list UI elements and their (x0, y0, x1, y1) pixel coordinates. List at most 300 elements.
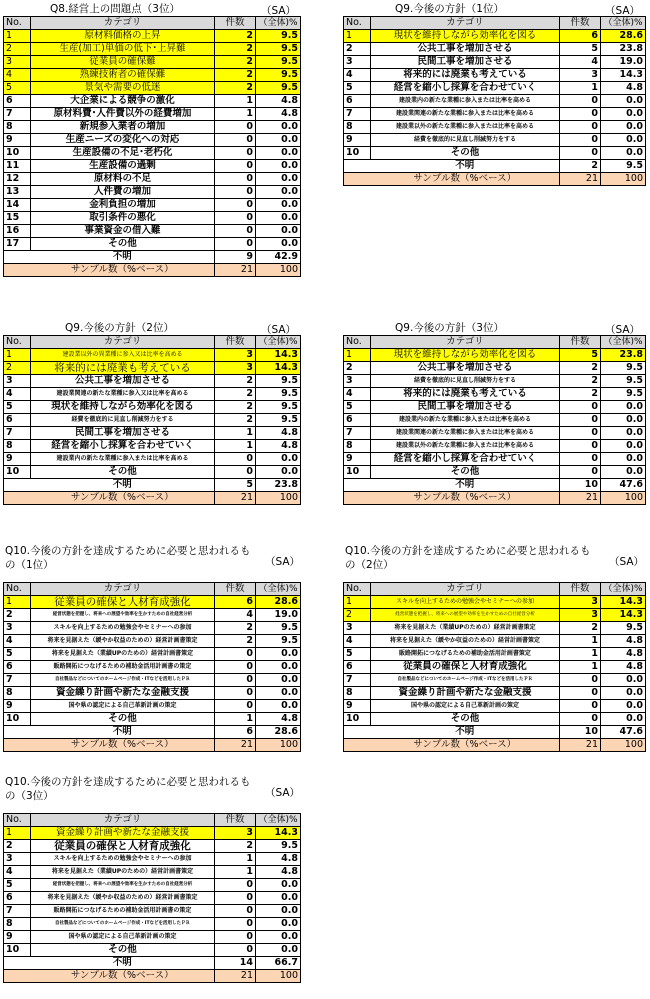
table-row (4, 349, 301, 362)
row-no: 4 (4, 388, 31, 401)
row-category: 取引条件の悪化 (31, 212, 215, 225)
row-no: 10 (344, 713, 371, 726)
row-category: 現状を維持しながら効率化を図る (371, 349, 560, 362)
row-category: その他 (31, 944, 215, 957)
table-row (344, 147, 646, 160)
row-category: 販路開拓につなげるための補助金活用計画書の策定 (31, 905, 215, 918)
row-count: 0 (215, 225, 256, 238)
header-no: No. (4, 814, 31, 827)
sa-label: （SA） (605, 5, 641, 17)
row-count: 0 (215, 931, 256, 944)
table-row (4, 95, 301, 108)
row-category: 熟練技術者の確保難 (31, 69, 215, 82)
row-category: 販路開拓につなげるための補助金活用計画書策定 (371, 648, 560, 661)
header-row (4, 583, 301, 596)
table-row (4, 918, 301, 931)
unknown-row (4, 479, 301, 492)
row-count: 21 (215, 264, 256, 277)
header-count: 件数 (215, 17, 256, 30)
row-percent: 0.0 (256, 225, 301, 238)
header-category: カテゴリ (31, 814, 215, 827)
row-percent: 0.0 (601, 108, 646, 121)
row-count: 2 (215, 69, 256, 82)
table-title: Q9.今後の方針（1位） (395, 3, 504, 15)
row-category: 原材料費･人件費以外の経費増加 (31, 108, 215, 121)
row-count: 0 (560, 108, 601, 121)
header-percent: （全体)% (256, 814, 301, 827)
row-percent: 0.0 (601, 440, 646, 453)
row-count: 1 (215, 853, 256, 866)
row-no: 6 (4, 95, 31, 108)
row-count: 3 (560, 609, 601, 622)
row-percent: 0.0 (256, 661, 301, 674)
row-percent: 4.8 (256, 866, 301, 879)
row-count: 0 (215, 134, 256, 147)
row-category: 経費を徹底的に見直し削減努力をする (371, 134, 560, 147)
row-category: 自社製品などについてのホームページ作成・ITなどを活用したＰＲ (31, 918, 215, 931)
row-count: 21 (215, 970, 256, 983)
header-percent: （全体)% (601, 336, 646, 349)
row-category: サンプル数（%ベース） (371, 492, 560, 505)
table-row (344, 700, 646, 713)
row-percent: 23.8 (601, 349, 646, 362)
data-table (343, 582, 646, 752)
sample-row (344, 739, 646, 752)
row-count: 0 (560, 401, 601, 414)
table-title: Q8.経営上の問題点（3位） (50, 3, 180, 15)
row-no: 2 (4, 43, 31, 56)
row-no: 3 (4, 853, 31, 866)
row-count: 2 (215, 375, 256, 388)
header-category: カテゴリ (31, 583, 215, 596)
row-percent: 19.0 (601, 56, 646, 69)
row-no: 2 (4, 609, 31, 622)
row-category: 不明 (31, 479, 215, 492)
row-category: 従業員の確保と人材育成強化 (371, 661, 560, 674)
row-count: 0 (215, 147, 256, 160)
table-title: Q10.今後の方針を達成するために必要と思われるもの（3位） (5, 776, 251, 802)
row-no (344, 739, 371, 752)
row-no: 4 (4, 866, 31, 879)
table-row (344, 713, 646, 726)
row-no: 2 (4, 840, 31, 853)
row-no: 6 (4, 661, 31, 674)
table-row (344, 349, 646, 362)
row-count: 2 (215, 56, 256, 69)
table-row (4, 905, 301, 918)
header-category: カテゴリ (371, 583, 560, 596)
table-row (4, 238, 301, 251)
row-count: 21 (215, 492, 256, 505)
table-row (4, 69, 301, 82)
row-category: 経営を縮小し採算を合わせていく (371, 82, 560, 95)
sa-label: （SA） (261, 5, 297, 17)
row-count: 0 (215, 661, 256, 674)
row-percent: 0.0 (256, 134, 301, 147)
row-count: 0 (215, 160, 256, 173)
row-no: 9 (4, 700, 31, 713)
row-count: 1 (215, 95, 256, 108)
row-count: 1 (560, 635, 601, 648)
row-category: 資金繰り計画や新たな金融支援 (371, 687, 560, 700)
sa-label: （SA） (261, 324, 297, 336)
row-no: 1 (4, 30, 31, 43)
row-percent: 14.3 (256, 362, 301, 375)
row-no: 13 (4, 186, 31, 199)
unknown-row (4, 726, 301, 739)
header-category: カテゴリ (371, 17, 560, 30)
data-table (3, 813, 301, 983)
row-no: 10 (4, 944, 31, 957)
row-category: 公共工事を増加させる (371, 362, 560, 375)
row-category: 自社製品などについてのホームページ作成・ITなどを活用したＰＲ (31, 674, 215, 687)
row-count: 0 (215, 466, 256, 479)
row-percent: 28.6 (256, 726, 301, 739)
table-row (344, 466, 646, 479)
row-percent: 4.8 (601, 82, 646, 95)
sample-row (344, 492, 646, 505)
row-category: 新規参入業者の増加 (31, 121, 215, 134)
row-count: 6 (560, 30, 601, 43)
row-category: 建設業関連の新たな業種に参入または比率を高める (371, 108, 560, 121)
row-category: 現状を維持しながら効率化を図る (371, 30, 560, 43)
row-category: 公共工事を増加させる (371, 43, 560, 56)
header-category: カテゴリ (371, 336, 560, 349)
row-percent: 42.9 (256, 251, 301, 264)
row-no: 5 (344, 82, 371, 95)
header-category: カテゴリ (31, 17, 215, 30)
table-row (4, 108, 301, 121)
table-row (4, 121, 301, 134)
row-no: 4 (4, 69, 31, 82)
row-count: 2 (560, 362, 601, 375)
row-no (4, 264, 31, 277)
row-count: 0 (215, 879, 256, 892)
table-row (344, 82, 646, 95)
row-percent: 23.8 (601, 43, 646, 56)
row-count: 0 (560, 466, 601, 479)
row-percent: 0.0 (601, 147, 646, 160)
row-percent: 0.0 (601, 95, 646, 108)
row-percent: 9.5 (256, 622, 301, 635)
row-percent: 66.7 (256, 957, 301, 970)
row-no: 8 (344, 687, 371, 700)
table-row (4, 225, 301, 238)
row-percent: 0.0 (601, 134, 646, 147)
row-count: 2 (215, 635, 256, 648)
table-title: Q10.今後の方針を達成するために必要と思われるもの（1位） (5, 545, 251, 571)
header-no: No. (4, 583, 31, 596)
row-no: 11 (4, 160, 31, 173)
row-no: 12 (4, 173, 31, 186)
row-category: 現状を維持しながら効率化を図る (31, 401, 215, 414)
sample-row (4, 739, 301, 752)
table-row (344, 43, 646, 56)
row-count: 21 (215, 739, 256, 752)
row-count: 0 (560, 687, 601, 700)
row-percent: 19.0 (256, 609, 301, 622)
row-category: 国や県の認定による自己革新計画の策定 (31, 700, 215, 713)
row-percent: 9.5 (256, 43, 301, 56)
table-row (344, 596, 646, 609)
row-category: その他 (371, 713, 560, 726)
row-percent: 0.0 (256, 648, 301, 661)
row-percent: 0.0 (256, 674, 301, 687)
row-category: 原材料価格の上昇 (31, 30, 215, 43)
row-no: 10 (344, 147, 371, 160)
row-percent: 100 (256, 492, 301, 505)
row-no: 6 (344, 95, 371, 108)
row-no: 3 (4, 622, 31, 635)
row-no: 2 (4, 362, 31, 375)
row-no: 8 (344, 121, 371, 134)
row-percent: 0.0 (256, 687, 301, 700)
row-percent: 28.6 (256, 596, 301, 609)
table-row (4, 827, 301, 840)
row-category: 販路開拓につなげるための補助金活用計画書の策定 (31, 661, 215, 674)
unknown-row (344, 160, 646, 173)
table-row (344, 69, 646, 82)
row-no: 10 (344, 466, 371, 479)
row-no (4, 970, 31, 983)
row-category: 不明 (31, 251, 215, 264)
row-percent: 0.0 (256, 173, 301, 186)
table-q8 (3, 3, 303, 303)
table-title: Q10.今後の方針を達成するために必要と思われるもの（2位） (345, 545, 591, 571)
table-row (4, 931, 301, 944)
row-percent: 14.3 (256, 349, 301, 362)
table-row (4, 388, 301, 401)
row-no: 3 (344, 622, 371, 635)
row-no: 2 (344, 43, 371, 56)
row-no: 7 (344, 427, 371, 440)
row-category: 建設業関連の新たな業種に参入又は比率を高める (31, 388, 215, 401)
row-count: 1 (215, 866, 256, 879)
row-count: 1 (560, 661, 601, 674)
row-count: 0 (215, 944, 256, 957)
header-count: 件数 (215, 336, 256, 349)
table-row (4, 134, 301, 147)
row-category: 経費を徹底的に見直し削減努力をする (371, 375, 560, 388)
row-percent: 0.0 (601, 121, 646, 134)
row-category: 金利負担の増加 (31, 199, 215, 212)
row-no: 6 (344, 414, 371, 427)
row-count: 0 (215, 648, 256, 661)
row-no: 9 (344, 453, 371, 466)
row-category: 従業員の確保と人材育成強化 (31, 596, 215, 609)
table-row (344, 108, 646, 121)
row-percent: 0.0 (256, 199, 301, 212)
row-category: 公共工事を増加させる (31, 375, 215, 388)
row-no: 9 (344, 700, 371, 713)
row-count: 1 (215, 108, 256, 121)
row-count: 9 (215, 251, 256, 264)
row-count: 4 (215, 609, 256, 622)
row-no (4, 739, 31, 752)
row-category: 資金繰り計画や新たな金融支援 (31, 687, 215, 700)
row-no: 8 (4, 121, 31, 134)
table-row (4, 427, 301, 440)
row-count: 6 (215, 596, 256, 609)
row-percent: 9.5 (256, 414, 301, 427)
row-category: 不明 (31, 726, 215, 739)
table-row (344, 648, 646, 661)
table-row (4, 199, 301, 212)
table-row (4, 173, 301, 186)
row-count: 0 (215, 918, 256, 931)
row-category: 生産設備の過剰 (31, 160, 215, 173)
table-row (4, 853, 301, 866)
row-count: 0 (215, 173, 256, 186)
row-no (344, 726, 371, 739)
row-category: 将来を見据えた（業績UPのための）経営計画書策定 (31, 866, 215, 879)
row-count: 0 (215, 892, 256, 905)
data-table (3, 16, 301, 277)
row-category: その他 (371, 147, 560, 160)
row-count: 3 (560, 596, 601, 609)
row-no: 7 (4, 108, 31, 121)
data-table (3, 582, 301, 752)
row-category: サンプル数（%ベース） (31, 739, 215, 752)
row-no: 7 (4, 674, 31, 687)
row-no: 1 (344, 349, 371, 362)
row-percent: 4.8 (256, 427, 301, 440)
row-category: 民間工事を増加させる (371, 401, 560, 414)
table-row (4, 609, 301, 622)
table-title: Q9.今後の方針（2位） (65, 322, 174, 334)
row-no: 10 (4, 713, 31, 726)
row-category: 建設業以外の新たな業種に参入または比率を高める (371, 121, 560, 134)
header-count: 件数 (560, 336, 601, 349)
row-category: サンプル数（%ベース） (371, 739, 560, 752)
header-row (4, 814, 301, 827)
row-no: 3 (4, 375, 31, 388)
row-percent: 0.0 (601, 453, 646, 466)
row-category: 資金繰り計画や新たな金融支援 (31, 827, 215, 840)
row-percent: 9.5 (601, 388, 646, 401)
row-no (344, 492, 371, 505)
row-count: 0 (560, 414, 601, 427)
row-percent: 100 (601, 173, 646, 186)
row-count: 1 (215, 713, 256, 726)
row-count: 21 (560, 492, 601, 505)
row-count: 0 (560, 95, 601, 108)
table-q10-rank1 (3, 544, 303, 774)
row-count: 0 (560, 713, 601, 726)
row-category: 将来的には廃業も考えている (371, 69, 560, 82)
table-q9-rank2 (3, 322, 303, 532)
row-no: 5 (4, 82, 31, 95)
row-percent: 14.3 (601, 596, 646, 609)
row-no: 6 (4, 892, 31, 905)
table-row (344, 121, 646, 134)
row-no: 1 (4, 596, 31, 609)
sa-label: （SA） (605, 324, 641, 336)
row-count: 2 (215, 414, 256, 427)
table-row (4, 635, 301, 648)
header-no: No. (4, 17, 31, 30)
row-category: 民間工事を増加させる (371, 56, 560, 69)
row-percent: 100 (601, 492, 646, 505)
table-row (344, 674, 646, 687)
row-no (4, 492, 31, 505)
row-percent: 0.0 (256, 147, 301, 160)
row-count: 0 (560, 121, 601, 134)
row-category: 経営状態を把握し、将来への展望や効率を生かすための自社経営分析 (31, 879, 215, 892)
table-row (4, 622, 301, 635)
row-count: 2 (560, 375, 601, 388)
row-percent: 0.0 (256, 212, 301, 225)
row-count: 0 (215, 238, 256, 251)
unknown-row (344, 726, 646, 739)
row-category: 将来的には廃業も考えている (371, 388, 560, 401)
row-percent: 0.0 (601, 713, 646, 726)
row-no: 14 (4, 199, 31, 212)
row-percent: 0.0 (256, 186, 301, 199)
header-percent: （全体)% (601, 17, 646, 30)
table-row (4, 43, 301, 56)
row-no: 5 (4, 879, 31, 892)
row-count: 4 (560, 56, 601, 69)
row-no: 5 (4, 648, 31, 661)
row-count: 0 (560, 427, 601, 440)
row-count: 0 (215, 186, 256, 199)
row-category: サンプル数（%ベース） (371, 173, 560, 186)
row-percent: 14.3 (601, 609, 646, 622)
table-row (344, 56, 646, 69)
row-category: 自社製品などについてのホームページ作成・ITなどを活用したＰＲ (371, 674, 560, 687)
row-category: サンプル数（%ベース） (31, 264, 215, 277)
row-percent: 0.0 (256, 931, 301, 944)
row-count: 3 (215, 349, 256, 362)
sample-row (4, 492, 301, 505)
row-percent: 14.3 (601, 69, 646, 82)
row-category: 国や県の認定による自己革新計画の策定 (371, 700, 560, 713)
row-percent: 47.6 (601, 479, 646, 492)
row-no: 1 (344, 30, 371, 43)
row-no: 5 (344, 648, 371, 661)
row-no: 9 (344, 134, 371, 147)
row-category: 従業員の確保と人材育成強化 (31, 840, 215, 853)
data-table (3, 335, 301, 505)
row-count: 1 (560, 82, 601, 95)
row-percent: 4.8 (256, 853, 301, 866)
table-row (4, 440, 301, 453)
header-row (344, 336, 646, 349)
row-count: 10 (560, 726, 601, 739)
row-category: その他 (31, 238, 215, 251)
table-row (4, 212, 301, 225)
row-percent: 0.0 (256, 453, 301, 466)
row-percent: 0.0 (256, 466, 301, 479)
row-count: 5 (560, 43, 601, 56)
row-percent: 4.8 (601, 661, 646, 674)
table-row (344, 95, 646, 108)
row-no (4, 251, 31, 264)
table-row (4, 56, 301, 69)
data-table (343, 16, 646, 186)
row-category: 将来を見据えた（緩やか収益のための）経営計画書策定 (31, 635, 215, 648)
header-percent: （全体)% (256, 583, 301, 596)
row-category: 大企業による競争の激化 (31, 95, 215, 108)
header-no: No. (344, 583, 371, 596)
row-percent: 47.6 (601, 726, 646, 739)
row-count: 2 (560, 388, 601, 401)
header-count: 件数 (560, 17, 601, 30)
row-count: 0 (560, 440, 601, 453)
table-q9-rank1 (343, 3, 648, 213)
row-no (344, 479, 371, 492)
